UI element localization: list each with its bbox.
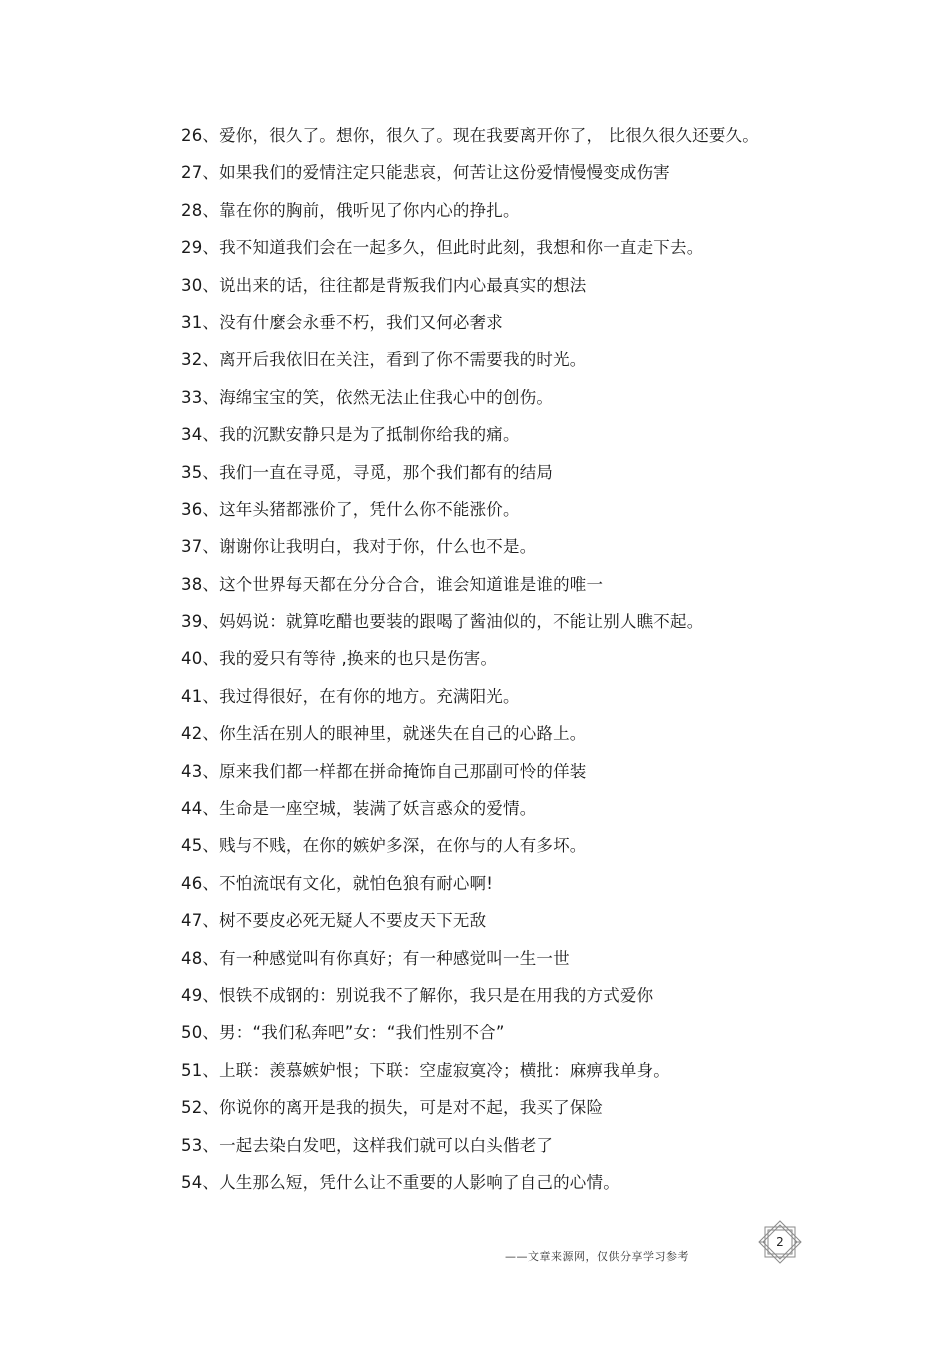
list-item: 26、爱你，很久了。想你，很久了。现在我要离开你了， 比很久很久还要久。 bbox=[181, 126, 759, 145]
list-item: 28、靠在你的胸前，俄听见了你内心的挣扎。 bbox=[181, 200, 520, 220]
list-item: 45、贱与不贱，在你的嫉妒多深，在你与的人有多坏。 bbox=[181, 836, 587, 856]
list-item: 36、这年头猪都涨价了，凭什么你不能涨价。 bbox=[181, 499, 520, 519]
list-item: 41、我过得很好，在有你的地方。充满阳光。 bbox=[181, 686, 520, 706]
list-item: 43、原来我们都一样都在拼命掩饰自己那副可怜的佯装 bbox=[181, 761, 587, 781]
source-note: ——文章来源网，仅供分享学习参考 bbox=[505, 1250, 689, 1263]
list-item: 35、我们一直在寻觅，寻觅，那个我们都有的结局 bbox=[181, 462, 554, 482]
list-item: 47、树不要皮必死无疑人不要皮天下无敌 bbox=[181, 911, 487, 931]
list-item: 40、我的爱只有等待 ,换来的也只是伤害。 bbox=[181, 649, 498, 669]
list-item: 39、妈妈说：就算吃醋也要装的跟喝了酱油似的，不能让别人瞧不起。 bbox=[181, 612, 704, 632]
list-item: 52、你说你的离开是我的损失，可是对不起，我买了保险 bbox=[181, 1098, 604, 1118]
list-item: 30、说出来的话，往往都是背叛我们内心最真实的想法 bbox=[181, 275, 587, 295]
list-item: 48、有一种感觉叫有你真好；有一种感觉叫一生一世 bbox=[181, 948, 570, 968]
quote-list bbox=[181, 122, 901, 1206]
list-item: 32、离开后我依旧在关注，看到了你不需要我的时光。 bbox=[181, 350, 587, 370]
page-number: 2 bbox=[776, 1235, 784, 1249]
list-item: 31、没有什麼会永垂不朽，我们又何必奢求 bbox=[181, 312, 503, 332]
list-item: 50、男：“我们私奔吧”女：“我们性别不合” bbox=[181, 1023, 505, 1043]
list-item: 37、谢谢你让我明白，我对于你，什么也不是。 bbox=[181, 537, 537, 557]
list-item: 44、生命是一座空城，装满了妖言惑众的爱情。 bbox=[181, 799, 537, 819]
list-item: 51、上联：羡慕嫉妒恨；下联：空虚寂寞冷；横批：麻痹我单身。 bbox=[181, 1060, 670, 1080]
list-item: 46、不怕流氓有文化，就怕色狼有耐心啊! bbox=[181, 873, 494, 893]
list-item: 53、一起去染白发吧，这样我们就可以白头偕老了 bbox=[181, 1135, 554, 1155]
list-item: 27、如果我们的爱情注定只能悲哀，何苦让这份爱情慢慢变成伤害 bbox=[181, 163, 670, 183]
list-item: 49、恨铁不成钢的：别说我不了解你，我只是在用我的方式爱你 bbox=[181, 985, 654, 1005]
list-item: 54、人生那么短，凭什么让不重要的人影响了自己的心情。 bbox=[181, 1172, 620, 1192]
list-item: 29、我不知道我们会在一起多久，但此时此刻，我想和你一直走下去。 bbox=[181, 238, 704, 258]
list-item: 38、这个世界每天都在分分合合，谁会知道谁是谁的唯一 bbox=[181, 574, 604, 594]
list-item: 33、海绵宝宝的笑，依然无法止住我心中的创伤。 bbox=[181, 387, 554, 407]
list-item: 34、我的沉默安静只是为了抵制你给我的痛。 bbox=[181, 425, 520, 445]
page-number-badge bbox=[755, 1220, 805, 1264]
list-item: 42、你生活在别人的眼神里，就迷失在自己的心路上。 bbox=[181, 724, 587, 744]
